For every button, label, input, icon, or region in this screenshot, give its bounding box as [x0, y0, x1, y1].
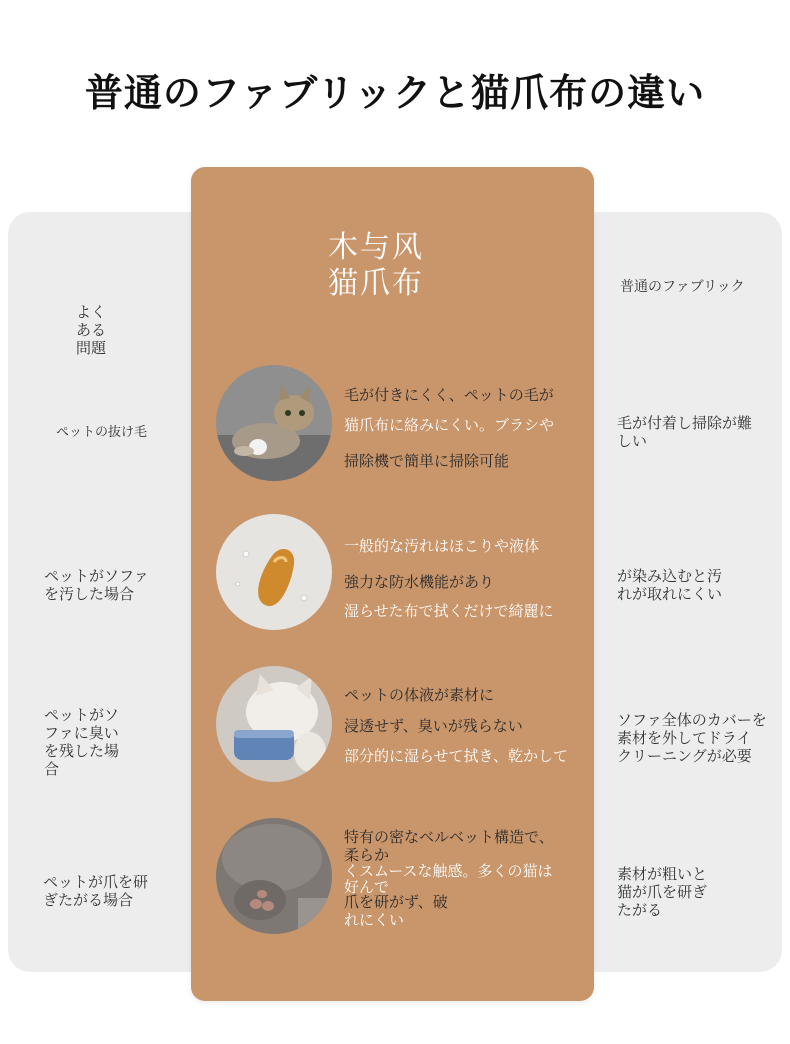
cat-fabric-odor-line-2: 浸透せず、臭いが残らない — [344, 717, 523, 735]
cat-fabric-stain-line-2: 強力な防水機能があり — [344, 573, 495, 591]
cat-photo-icon — [216, 365, 332, 481]
problem-label-pet-hair: ペットの抜け毛 — [56, 425, 148, 440]
cat-fabric-odor-line-3: 部分的に湿らせて拭き、乾かして — [344, 747, 568, 765]
page-title: 普通のファブリックと猫爪布の違い — [84, 71, 706, 115]
normal-fabric-scratch: 素材が粗いと 猫が爪を研ぎ たがる — [617, 865, 708, 919]
cat-eating-icon — [216, 666, 332, 782]
cat-fabric-stain-line-3: 湿らせた布で拭くだけで綺麗に — [344, 602, 554, 620]
cat-fabric-scratch-line-6: れにくい — [344, 911, 405, 929]
cat-fabric-scratch-line-1: 特有の密なベルベット構造で、 — [344, 828, 554, 846]
cat-fabric-scratch-line-2: 柔らか — [344, 846, 390, 864]
cat-fabric-scratch-line-3: くスムースな触感。多くの猫は — [344, 862, 553, 880]
normal-fabric-odor: ソファ全体のカバーを 素材を外してドライ クリーニングが必要 — [617, 711, 767, 765]
cat-fabric-scratch-line-4: 好んで — [344, 878, 390, 896]
normal-fabric-pet-hair: 毛が付着し掃除が難 しい — [617, 414, 753, 450]
brand-line-2: 猫爪布 — [328, 266, 424, 301]
water-drop-icon — [216, 514, 332, 630]
cat-fabric-pet-hair-line-2: 猫爪布に絡みにくい。ブラシや — [344, 416, 555, 434]
normal-fabric-stain: が染み込むと汚 れが取れにくい — [617, 567, 723, 603]
cat-fabric-pet-hair-line-3: 掃除機で簡単に掃除可能 — [344, 452, 510, 470]
problem-label-sofa-odor: ペットがソ ファに臭い を残した場 合 — [44, 706, 120, 778]
cat-paw-icon — [216, 818, 332, 934]
cat-fabric-scratch-line-5: 爪を研がず、破 — [344, 893, 448, 911]
brand-label — [328, 230, 468, 302]
brand-line-1: 木与风 — [328, 230, 424, 265]
problem-label-scratching: ペットが爪を研 ぎたがる場合 — [43, 873, 149, 909]
problems-column-header: よく ある 問題 — [76, 303, 107, 357]
cat-fabric-pet-hair-line-1: 毛が付きにくく、ペットの毛が — [344, 386, 554, 404]
cat-fabric-odor-line-1: ペットの体液が素材に — [344, 686, 495, 704]
cat-fabric-stain-line-1: 一般的な汚れはほこりや液体 — [344, 537, 540, 555]
normal-fabric-column-header: 普通のファブリック — [620, 279, 745, 295]
problem-label-sofa-stain: ペットがソファ を汚した場合 — [44, 567, 149, 603]
